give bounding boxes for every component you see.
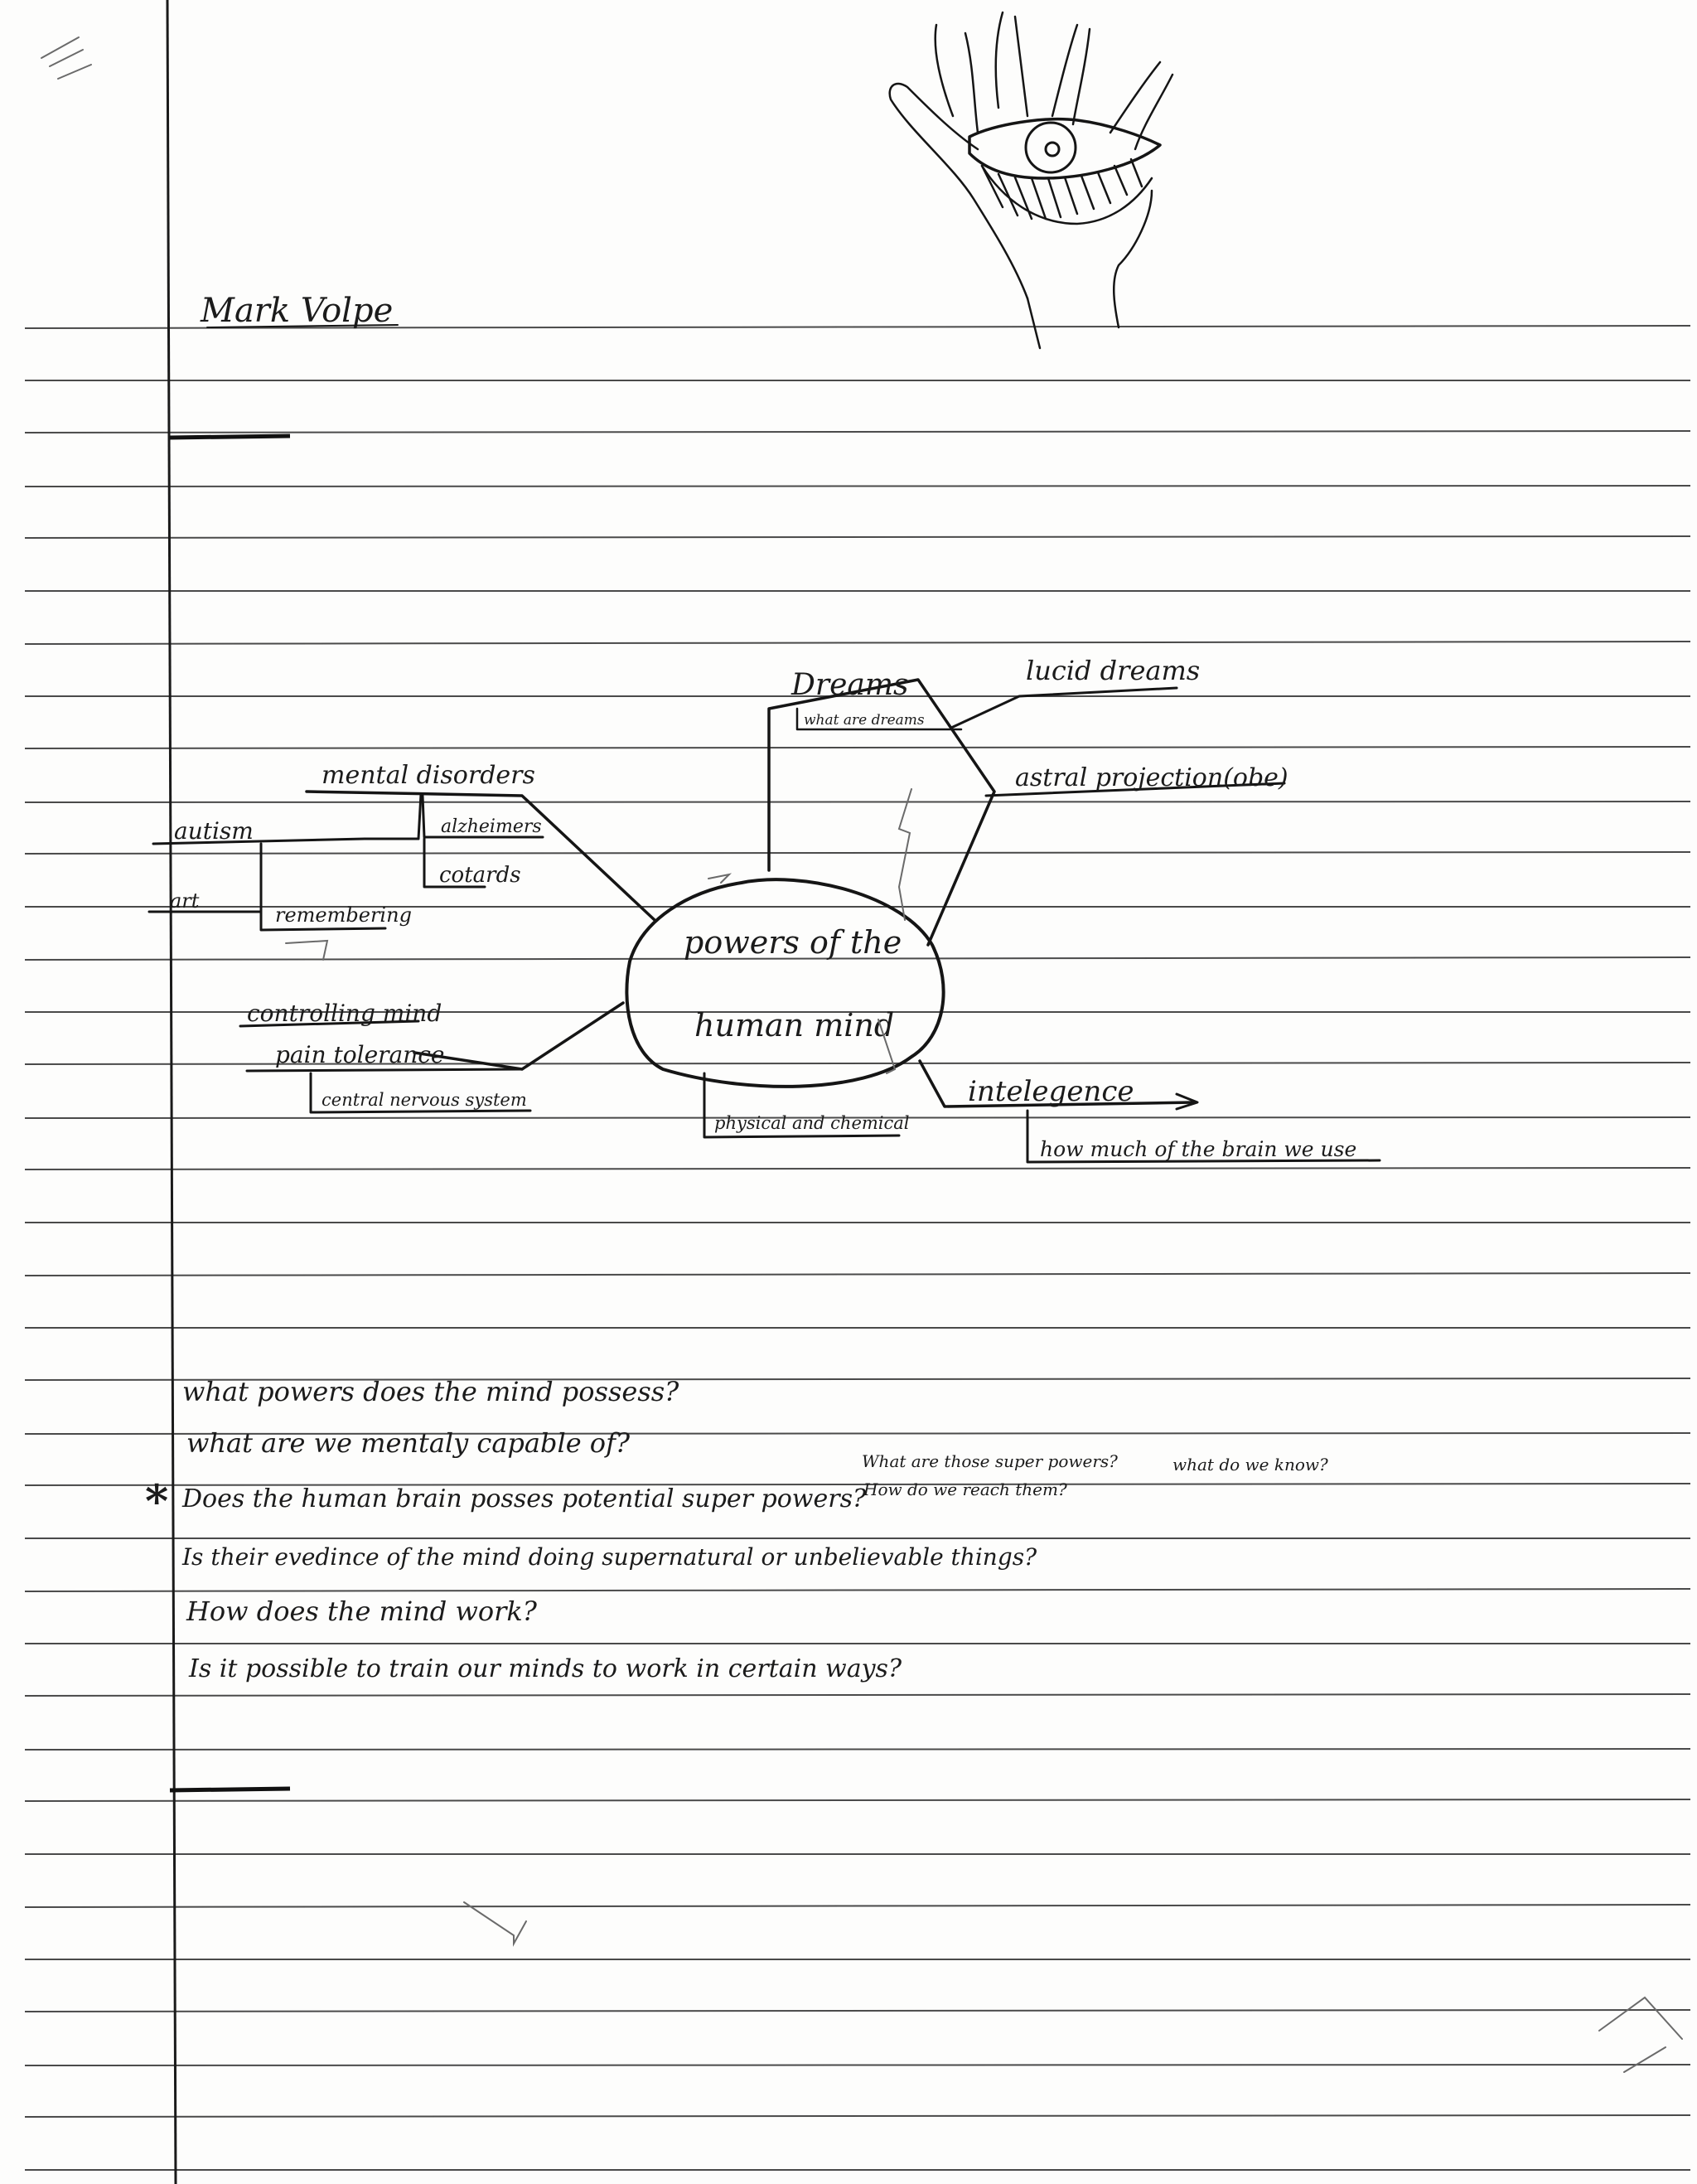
ruled-line: [25, 1749, 1690, 1750]
ruled-line: [25, 431, 1690, 433]
ruled-line: [25, 536, 1690, 538]
star-mark: *: [145, 1475, 169, 1528]
ruled-line: [25, 1694, 1690, 1696]
dreams-label: Dreams: [791, 668, 909, 702]
ruled-lines: [25, 326, 1690, 2170]
author-name: Mark Volpe: [201, 292, 394, 330]
autism-label: autism: [174, 817, 254, 845]
side-note: How do we reach them?: [863, 1479, 1067, 1499]
controlling-mind-label: controlling mind: [247, 1000, 442, 1027]
intelegence-label: intelegence: [968, 1075, 1134, 1108]
ruled-line: [25, 1905, 1690, 1907]
alzheimers-label: alzheimers: [441, 816, 542, 837]
ruled-line: [25, 642, 1690, 644]
mental-disorders-label: mental disorders: [322, 761, 535, 790]
pain-tolerance-label: pain tolerance: [275, 1041, 445, 1068]
center-label-line1: powers of the: [684, 924, 902, 961]
side-note: What are those super powers?: [862, 1451, 1118, 1471]
astral-projection-label: astral projection(obe): [1015, 763, 1288, 792]
margin-tick: [170, 436, 290, 438]
ruled-line: [25, 1273, 1690, 1276]
margin-tick: [170, 1789, 290, 1790]
mind-map: [149, 655, 1380, 1162]
question-list: [145, 1376, 1328, 1683]
lucid-dreams-label: lucid dreams: [1026, 655, 1201, 686]
what-are-dreams-label: what are dreams: [804, 712, 925, 729]
hand-eye-drawing: [890, 12, 1172, 348]
side-note: what do we know?: [1172, 1455, 1328, 1475]
center-oval: [626, 879, 943, 1087]
ruled-line: [25, 486, 1690, 487]
question-item: Is it possible to train our minds to work in certain ways?: [189, 1654, 902, 1683]
question-item: How does the mind work?: [186, 1596, 537, 1627]
cotards-label: cotards: [439, 863, 521, 888]
center-label-line2: human mind: [694, 1007, 895, 1044]
ruled-line: [25, 1589, 1690, 1591]
question-item: what are we mentaly capable of?: [186, 1427, 631, 1459]
ruled-line: [25, 1799, 1690, 1801]
physical-and-chemical-label: physical and chemical: [714, 1113, 910, 1133]
ruled-line: [25, 852, 1690, 854]
central-nervous-system-label: central nervous system: [322, 1090, 527, 1110]
ruled-line: [25, 747, 1690, 748]
ruled-line: [25, 2010, 1690, 2012]
remembering-label: remembering: [275, 903, 412, 927]
art-label: art: [170, 889, 200, 913]
how-much-brain-label: how much of the brain we use: [1040, 1137, 1357, 1161]
ruled-line: [25, 1168, 1690, 1169]
ruled-line: [25, 2115, 1690, 2117]
question-item: what powers does the mind possess?: [182, 1376, 679, 1407]
ruled-line: [25, 801, 1690, 802]
question-item: Does the human brain posses potential super powers?: [182, 1484, 867, 1513]
question-item: Is their evedince of the mind doing supernatural or unbelievable things?: [182, 1543, 1037, 1571]
